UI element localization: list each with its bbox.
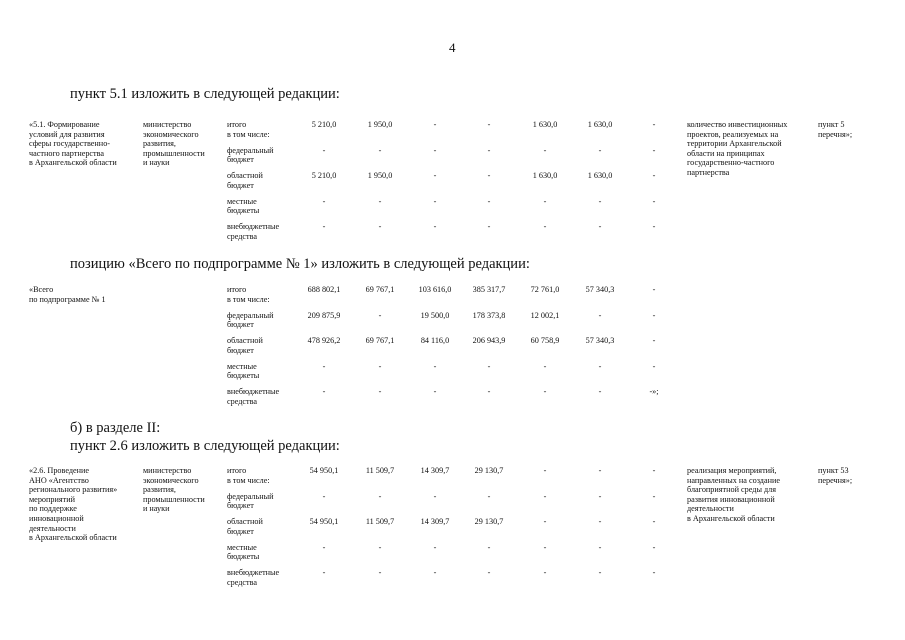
budget-value: -: [433, 491, 437, 501]
budget-value: -: [378, 145, 382, 155]
budget-value: -: [598, 542, 602, 552]
budget-value: -: [598, 145, 602, 155]
budget-value: 69 767,1: [365, 336, 395, 345]
budget-value: -: [487, 491, 491, 501]
budget-value: -: [543, 222, 547, 231]
program-item-name: «5.1. Формирование условий для развития сферы государственно- частного партнерства в Архангельской области: [29, 120, 117, 168]
budget-value: 11 509,7: [365, 466, 395, 475]
budget-value: 1 630,0: [532, 171, 558, 180]
budget-value: 1 950,0: [367, 171, 393, 180]
budget-value: 84 116,0: [420, 336, 450, 345]
budget-value: 54 950,1: [309, 517, 339, 526]
budget-value: -: [652, 222, 656, 231]
budget-value: -: [487, 222, 491, 231]
budget-value: -: [652, 336, 656, 345]
budget-value: -: [543, 517, 547, 526]
funding-source-label: областной бюджет: [227, 171, 263, 190]
budget-value: -: [322, 196, 326, 206]
budget-value: -: [652, 361, 656, 371]
budget-value: 1 630,0: [587, 120, 613, 129]
budget-value: -: [378, 196, 382, 206]
budget-value: 478 926,2: [307, 336, 341, 345]
budget-value: 69 767,1: [365, 285, 395, 294]
budget-value: -: [487, 196, 491, 206]
budget-value: -: [652, 145, 656, 155]
budget-value: 29 130,7: [474, 466, 504, 475]
budget-value: 29 130,7: [474, 517, 504, 526]
budget-value: -: [598, 466, 602, 475]
budget-value: -: [543, 568, 547, 577]
budget-value: 1 630,0: [532, 120, 558, 129]
budget-value: -: [433, 145, 437, 155]
budget-value: -: [652, 196, 656, 206]
funding-source-label: областной бюджет: [227, 336, 263, 355]
heading-item-2-6: пункт 2.6 изложить в следующей редакции:: [70, 438, 340, 454]
budget-value: 1 950,0: [367, 120, 393, 129]
heading-section-ii: б) в разделе II:: [70, 420, 161, 436]
budget-value: -: [433, 196, 437, 206]
budget-value: -: [598, 517, 602, 526]
budget-value: -: [322, 491, 326, 501]
budget-value: 19 500,0: [420, 310, 450, 320]
budget-value: -: [598, 222, 602, 231]
budget-value: -: [652, 568, 656, 577]
budget-value: 11 509,7: [365, 517, 395, 526]
budget-value: -: [378, 542, 382, 552]
budget-value: 57 340,3: [585, 336, 615, 345]
budget-value: -: [487, 568, 491, 577]
budget-value: -: [652, 120, 656, 129]
budget-value: -: [598, 310, 602, 320]
budget-value: 5 210,0: [311, 120, 337, 129]
program-item-name: «2.6. Проведение АНО «Агентство регионального развития» мероприятий по поддержке инновационной деятельности в Архангельской области: [29, 466, 118, 543]
funding-source-label: итого в том числе:: [227, 285, 270, 304]
funding-source-label: местные бюджеты: [227, 542, 260, 562]
budget-value: -: [433, 222, 437, 231]
funding-source-label: местные бюджеты: [227, 196, 260, 216]
heading-item-5-1: пункт 5.1 изложить в следующей редакции:: [70, 86, 340, 102]
budget-value: -: [378, 310, 382, 320]
budget-value: -: [487, 145, 491, 155]
budget-value: 5 210,0: [311, 171, 337, 180]
budget-value: -: [543, 466, 547, 475]
budget-value: -: [433, 387, 437, 396]
indicator-cell: количество инвестиционных проектов, реализуемых на территории Архангельской области на принципах государственно-частного партнерства: [687, 120, 788, 177]
budget-value: -: [598, 568, 602, 577]
budget-value: -: [652, 285, 656, 294]
budget-value: -: [543, 145, 547, 155]
funding-source-label: федеральный бюджет: [227, 491, 274, 511]
budget-value: -: [378, 222, 382, 231]
executor-cell: министерство экономического развития, промышленности и науки: [143, 120, 205, 168]
reference-cell: пункт 53 перечня»;: [818, 466, 853, 485]
budget-value: -: [378, 568, 382, 577]
budget-value: -: [322, 222, 326, 231]
budget-value: -: [543, 361, 547, 371]
budget-value: -: [322, 361, 326, 371]
budget-value: -: [652, 517, 656, 526]
budget-value: -: [322, 387, 326, 396]
budget-value: 57 340,3: [585, 285, 615, 294]
indicator-cell: реализация мероприятий, направленных на создание благоприятной среды для развития инновационной деятельности в Архангельской области: [687, 466, 780, 523]
budget-value: 14 309,7: [420, 517, 450, 526]
funding-source-label: внебюджетные средства: [227, 222, 280, 241]
budget-value: -: [487, 361, 491, 371]
funding-source-label: областной бюджет: [227, 517, 263, 536]
budget-value: -»;: [649, 387, 659, 396]
budget-value: 206 943,9: [472, 336, 506, 345]
budget-value: 1 630,0: [587, 171, 613, 180]
budget-value: -: [322, 542, 326, 552]
budget-value: -: [433, 542, 437, 552]
reference-cell: пункт 5 перечня»;: [818, 120, 853, 139]
budget-value: -: [487, 387, 491, 396]
budget-value: -: [652, 466, 656, 475]
budget-value: -: [543, 491, 547, 501]
budget-value: 209 875,9: [307, 310, 341, 320]
budget-value: 72 761,0: [530, 285, 560, 294]
budget-value: -: [433, 361, 437, 371]
funding-source-label: итого в том числе:: [227, 466, 270, 485]
budget-value: -: [487, 542, 491, 552]
budget-value: 54 950,1: [309, 466, 339, 475]
budget-value: -: [433, 568, 437, 577]
budget-value: -: [652, 171, 656, 180]
budget-value: 385 317,7: [472, 285, 506, 294]
executor-cell: министерство экономического развития, промышленности и науки: [143, 466, 205, 514]
funding-source-label: федеральный бюджет: [227, 310, 274, 330]
budget-value: -: [433, 120, 437, 129]
budget-value: -: [598, 491, 602, 501]
page-number: 4: [449, 40, 456, 55]
funding-source-label: итого в том числе:: [227, 120, 270, 139]
budget-value: -: [652, 310, 656, 320]
budget-value: 60 758,9: [530, 336, 560, 345]
budget-value: 12 002,1: [530, 310, 560, 320]
budget-value: 14 309,7: [420, 466, 450, 475]
budget-value: 178 373,8: [472, 310, 506, 320]
budget-value: 688 802,1: [307, 285, 341, 294]
budget-value: -: [322, 145, 326, 155]
budget-value: -: [652, 542, 656, 552]
funding-source-label: внебюджетные средства: [227, 568, 280, 587]
budget-value: -: [433, 171, 437, 180]
budget-value: 103 616,0: [418, 285, 452, 294]
budget-value: -: [652, 491, 656, 501]
funding-source-label: местные бюджеты: [227, 361, 260, 381]
heading-subprogram-total: позицию «Всего по подпрограмме № 1» изложить в следующей редакции:: [70, 256, 530, 272]
budget-value: -: [487, 171, 491, 180]
funding-source-label: внебюджетные средства: [227, 387, 280, 406]
budget-value: -: [378, 491, 382, 501]
budget-value: -: [378, 361, 382, 371]
budget-value: -: [598, 196, 602, 206]
budget-value: -: [598, 361, 602, 371]
budget-value: -: [543, 196, 547, 206]
budget-value: -: [322, 568, 326, 577]
budget-value: -: [543, 387, 547, 396]
program-item-name: «Всего по подпрограмме № 1: [29, 285, 106, 304]
budget-value: -: [543, 542, 547, 552]
budget-value: -: [487, 120, 491, 129]
budget-value: -: [598, 387, 602, 396]
funding-source-label: федеральный бюджет: [227, 145, 274, 165]
budget-value: -: [378, 387, 382, 396]
